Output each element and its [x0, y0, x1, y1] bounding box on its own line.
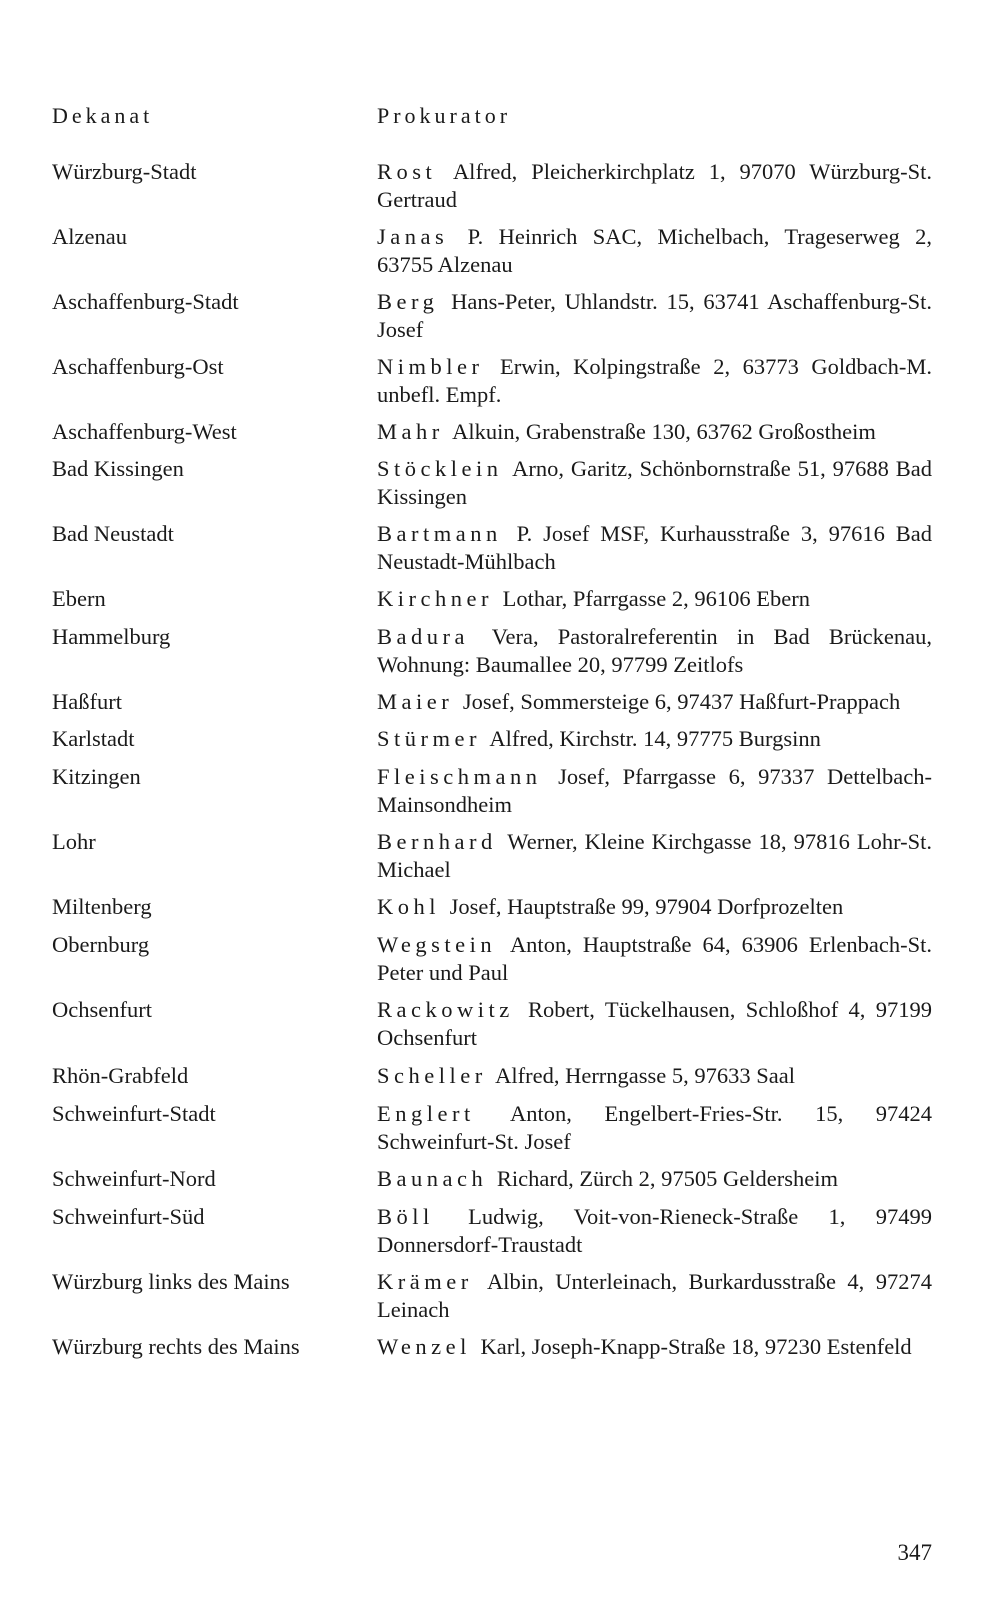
prokurator-list: [52, 158, 932, 1361]
prokurator-details: Anton, Engelbert-Fries-Str. 15, 97424 Schweinfurt-St. Josef: [377, 1101, 933, 1154]
dekanat-name: Würzburg-Stadt: [52, 159, 197, 184]
dekanat-name: Schweinfurt-Stadt: [52, 1101, 216, 1126]
list-item: [52, 455, 932, 511]
list-item: [52, 353, 932, 409]
list-item: [52, 893, 932, 921]
prokurator-details: Alfred, Herrngasse 5, 97633 Saal: [495, 1063, 796, 1088]
prokurator-entry: [377, 353, 932, 409]
dekanat-name: Ochsenfurt: [52, 997, 152, 1022]
dekanat-name: Aschaffenburg-Stadt: [52, 289, 239, 314]
prokurator-details: Josef, Pfarrgasse 6, 97337 Dettelbach-Mainsondheim: [377, 764, 932, 817]
list-item: [52, 158, 932, 214]
dekanat-name: Obernburg: [52, 932, 150, 957]
prokurator-surname: Kohl: [377, 894, 440, 919]
dekanat-name: Hammelburg: [52, 624, 171, 649]
prokurator-entry: [377, 725, 932, 753]
prokurator-details: Anton, Hauptstraße 64, 63906 Erlenbach-St. Peter und Paul: [377, 932, 932, 985]
prokurator-entry: [377, 288, 932, 344]
prokurator-column-heading: Prokurator: [377, 103, 512, 128]
list-item: [52, 1203, 932, 1259]
list-item: [52, 828, 932, 884]
list-item: [52, 418, 932, 446]
list-item: [52, 931, 932, 987]
prokurator-surname: Kirchner: [377, 586, 493, 611]
prokurator-surname: Bartmann: [377, 521, 502, 546]
prokurator-details: Josef, Hauptstraße 99, 97904 Dorfprozelten: [449, 894, 844, 919]
prokurator-surname: Berg: [377, 289, 439, 314]
prokurator-surname: Rost: [377, 159, 437, 184]
prokurator-surname: Stürmer: [377, 726, 481, 751]
dekanat-name: Bad Neustadt: [52, 521, 174, 546]
prokurator-details: Hans-Peter, Uhlandstr. 15, 63741 Aschaffenburg-St. Josef: [377, 289, 932, 342]
prokurator-entry: [377, 688, 932, 716]
prokurator-details: Erwin, Kolpingstraße 2, 63773 Goldbach-M. unbefl. Empf.: [377, 354, 933, 407]
prokurator-details: Ludwig, Voit-von-Rieneck-Straße 1, 97499 Donnersdorf-Traustadt: [377, 1204, 932, 1257]
dekanat-name: Kitzingen: [52, 764, 141, 789]
prokurator-details: Albin, Unterleinach, Burkardusstraße 4, 97274 Leinach: [377, 1269, 933, 1322]
dekanat-name: Karlstadt: [52, 726, 135, 751]
list-item: [52, 763, 932, 819]
prokurator-entry: [377, 1165, 932, 1193]
prokurator-details: Vera, Pastoralreferentin in Bad Brückenau, Wohnung: Baumallee 20, 97799 Zeitlofs: [377, 624, 933, 677]
dekanat-name: Schweinfurt-Nord: [52, 1166, 216, 1191]
list-item: [52, 1100, 932, 1156]
dekanat-name: Aschaffenburg-Ost: [52, 354, 224, 379]
prokurator-surname: Scheller: [377, 1063, 487, 1088]
prokurator-surname: Baunach: [377, 1166, 488, 1191]
prokurator-details: Richard, Zürch 2, 97505 Geldersheim: [496, 1166, 839, 1191]
list-item: [52, 996, 932, 1052]
list-item: [52, 725, 932, 753]
list-item: [52, 223, 932, 279]
prokurator-details: Alfred, Kirchstr. 14, 97775 Burgsinn: [489, 726, 821, 751]
prokurator-surname: Stöcklein: [377, 456, 503, 481]
prokurator-details: Alkuin, Grabenstraße 130, 63762 Großostheim: [452, 419, 876, 444]
prokurator-entry: [377, 455, 932, 511]
prokurator-surname: Rackowitz: [377, 997, 514, 1022]
prokurator-surname: Böll: [377, 1204, 434, 1229]
dekanat-name: Aschaffenburg-West: [52, 419, 237, 444]
prokurator-details: Alfred, Pleicherkirchplatz 1, 97070 Würzburg-St. Gertraud: [377, 159, 932, 212]
prokurator-surname: Badura: [377, 624, 469, 649]
prokurator-details: Karl, Joseph-Knapp-Straße 18, 97230 Estenfeld: [480, 1334, 912, 1359]
prokurator-details: P. Heinrich SAC, Michelbach, Trageserweg 2, 63755 Alzenau: [377, 224, 932, 277]
dekanat-name: Ebern: [52, 586, 106, 611]
prokurator-entry: [377, 1203, 932, 1259]
prokurator-entry: [377, 223, 932, 279]
list-item: [52, 1165, 932, 1193]
list-item: [52, 1268, 932, 1324]
dekanat-name: Würzburg rechts des Mains: [52, 1334, 300, 1359]
prokurator-details: Robert, Tückelhausen, Schloßhof 4, 97199 Ochsenfurt: [377, 997, 932, 1050]
prokurator-entry: [377, 893, 932, 921]
dekanat-name: Lohr: [52, 829, 96, 854]
prokurator-surname: Fleischmann: [377, 764, 542, 789]
prokurator-surname: Janas: [377, 224, 449, 249]
page-number: 347: [897, 1540, 932, 1565]
prokurator-surname: Krämer: [377, 1269, 473, 1294]
prokurator-entry: [377, 1062, 932, 1090]
dekanat-name: Alzenau: [52, 224, 127, 249]
prokurator-entry: [377, 996, 932, 1052]
dekanat-column-heading: Dekanat: [52, 103, 154, 128]
prokurator-entry: [377, 828, 932, 884]
prokurator-entry: [377, 520, 932, 576]
dekanat-name: Würzburg links des Mains: [52, 1269, 290, 1294]
prokurator-details: Josef, Sommersteige 6, 97437 Haßfurt-Prappach: [462, 689, 901, 714]
prokurator-entry: [377, 1268, 932, 1324]
prokurator-surname: Mahr: [377, 419, 444, 444]
dekanat-name: Bad Kissingen: [52, 456, 184, 481]
prokurator-entry: [377, 763, 932, 819]
prokurator-details: Lothar, Pfarrgasse 2, 96106 Ebern: [502, 586, 810, 611]
prokurator-details: Arno, Garitz, Schönbornstraße 51, 97688 Bad Kissingen: [377, 456, 932, 509]
prokurator-entry: [377, 585, 932, 613]
prokurator-surname: Englert: [377, 1101, 475, 1126]
prokurator-surname: Bernhard: [377, 829, 497, 854]
dekanat-name: Miltenberg: [52, 894, 152, 919]
list-item: [52, 623, 932, 679]
list-item: [52, 288, 932, 344]
prokurator-surname: Wegstein: [377, 932, 497, 957]
prokurator-surname: Wenzel: [377, 1334, 471, 1359]
list-item: [52, 520, 932, 576]
prokurator-entry: [377, 418, 932, 446]
prokurator-surname: Maier: [377, 689, 454, 714]
prokurator-entry: [377, 931, 932, 987]
prokurator-entry: [377, 158, 932, 214]
list-item: [52, 1333, 932, 1361]
prokurator-details: P. Josef MSF, Kurhausstraße 3, 97616 Bad Neustadt-Mühlbach: [377, 521, 932, 574]
prokurator-entry: [377, 1333, 932, 1361]
prokurator-entry: [377, 1100, 932, 1156]
prokurator-entry: [377, 623, 932, 679]
list-item: [52, 585, 932, 613]
list-item: [52, 688, 932, 716]
dekanat-name: Rhön-Grabfeld: [52, 1063, 189, 1088]
prokurator-surname: Nimbler: [377, 354, 484, 379]
prokurator-details: Werner, Kleine Kirchgasse 18, 97816 Lohr-St. Michael: [377, 829, 933, 882]
list-item: [52, 1062, 932, 1090]
dekanat-name: Haßfurt: [52, 689, 122, 714]
dekanat-name: Schweinfurt-Süd: [52, 1204, 205, 1229]
